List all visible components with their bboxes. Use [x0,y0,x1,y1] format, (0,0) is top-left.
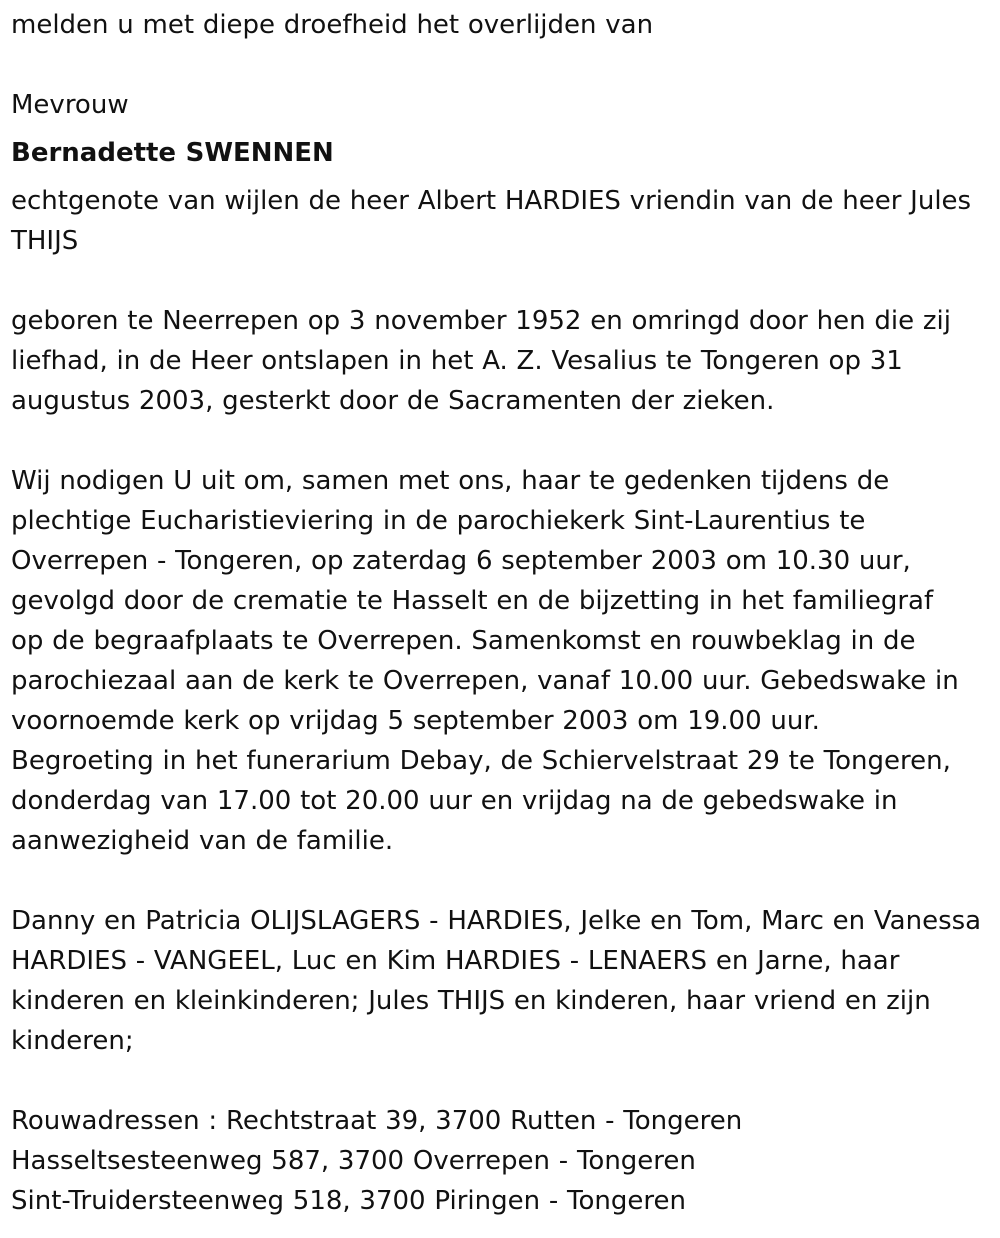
text-line: Danny en Patricia OLIJSLAGERS - HARDIES, Jelke en Tom, Marc en Vanessa [11,906,982,936]
text-line: Wij nodigen U uit om, samen met ons, haar te gedenken tijdens de [11,466,890,496]
text-line: HARDIES - VANGEEL, Luc en Kim HARDIES - LENAERS en Jarne, haar [11,946,900,976]
text-line: Begroeting in het funerarium Debay, de Schiervelstraat 29 te Tongeren, [11,746,951,776]
spacer [11,1061,991,1101]
spacer [11,173,991,181]
spacer [11,125,991,133]
text-line: Overrepen - Tongeren, op zaterdag 6 september 2003 om 10.30 uur, [11,546,911,576]
family-paragraph [11,901,991,1061]
deceased-name: Bernadette SWENNEN [11,138,334,168]
spacer [11,45,991,85]
birth-paragraph [11,301,991,421]
intro-text: melden u met diepe droefheid het overlijden van [11,10,654,40]
text-line: plechtige Eucharistieviering in de parochiekerk Sint-Laurentius te [11,506,866,536]
spacer [11,861,991,901]
text-line: op de begraafplaats te Overrepen. Samenkomst en rouwbeklag in de [11,626,916,656]
spacer [11,261,991,301]
spacer [11,421,991,461]
ceremony-paragraph [11,461,991,861]
relation-paragraph [11,181,991,261]
text-line: liefhad, in de Heer ontslapen in het A. Z. Vesalius te Tongeren op 31 [11,346,903,376]
text-line: augustus 2003, gesterkt door de Sacramenten der zieken. [11,386,775,416]
text-line: donderdag van 17.00 tot 20.00 uur en vrijdag na de gebedswake in [11,786,898,816]
address-line: Hasseltsesteenweg 587, 3700 Overrepen - Tongeren [11,1146,696,1176]
text-line: voornoemde kerk op vrijdag 5 september 2003 om 19.00 uur. [11,706,820,736]
text-line: kinderen; [11,1026,134,1056]
text-line: kinderen en kleinkinderen; Jules THIJS en kinderen, haar vriend en zijn [11,986,931,1016]
text-line: parochiezaal aan de kerk te Overrepen, vanaf 10.00 uur. Gebedswake in [11,666,959,696]
address-paragraph [11,1101,991,1221]
text-line: gevolgd door de crematie te Hasselt en de bijzetting in het familiegraf [11,586,934,616]
text-line: THIJS [11,226,79,256]
obituary-document [11,5,991,1221]
text-line: aanwezigheid van de familie. [11,826,394,856]
address-line: Rouwadressen : Rechtstraat 39, 3700 Rutten - Tongeren [11,1106,743,1136]
text-line: echtgenote van wijlen de heer Albert HARDIES vriendin van de heer Jules [11,186,972,216]
address-line: Sint-Truidersteenweg 518, 3700 Piringen - Tongeren [11,1186,686,1216]
salutation: Mevrouw [11,90,129,120]
text-line: geboren te Neerrepen op 3 november 1952 en omringd door hen die zij [11,306,951,336]
